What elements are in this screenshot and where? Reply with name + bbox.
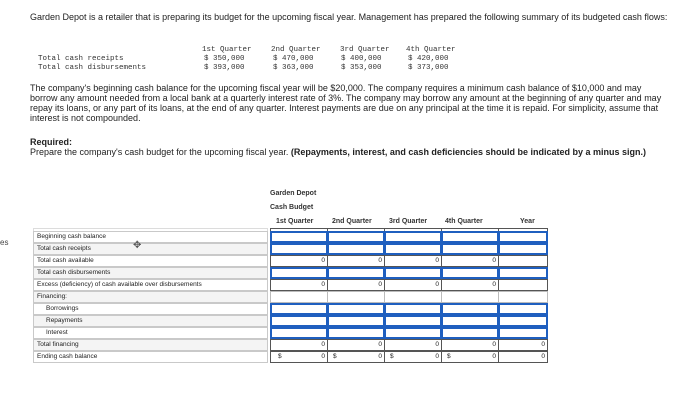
row-label-financing: Financing: bbox=[33, 291, 268, 303]
input-repay-q2[interactable] bbox=[327, 315, 385, 327]
input-disb-q3[interactable] bbox=[384, 267, 442, 279]
cash-budget-table bbox=[33, 190, 553, 395]
value-available-q3: 0 bbox=[384, 255, 442, 267]
value-available-q4: 0 bbox=[441, 255, 499, 267]
input-repay-q1[interactable] bbox=[270, 315, 328, 327]
summary-header-q2: 2nd Quarter bbox=[271, 46, 321, 54]
required-title: Required: bbox=[30, 137, 73, 147]
input-borrow-year[interactable] bbox=[498, 303, 548, 315]
problem-intro: Garden Depot is a retailer that is preparing its budget for the upcoming fiscal year. Management has prepared the following summary of its budgeted cash flows: bbox=[30, 12, 668, 22]
summary-disb-q1: $ 393,000 bbox=[204, 64, 245, 72]
col-header-q3: 3rd Quarter bbox=[389, 218, 428, 225]
summary-disb-q4: $ 373,000 bbox=[408, 64, 449, 72]
col-header-q4: 4th Quarter bbox=[445, 218, 483, 225]
input-receipts-year[interactable] bbox=[498, 243, 548, 255]
input-beginning-q2[interactable] bbox=[327, 231, 385, 243]
summary-receipts-q3: $ 400,000 bbox=[341, 55, 382, 63]
dollar-sign: $ bbox=[333, 353, 337, 360]
input-interest-year[interactable] bbox=[498, 327, 548, 339]
value-ending-q3: 0 bbox=[384, 351, 442, 363]
summary-receipts-q2: $ 470,000 bbox=[273, 55, 314, 63]
dollar-sign: $ bbox=[278, 353, 282, 360]
financing-cell bbox=[498, 291, 548, 303]
input-interest-q1[interactable] bbox=[270, 327, 328, 339]
input-beginning-q4[interactable] bbox=[441, 231, 499, 243]
input-beginning-q3[interactable] bbox=[384, 231, 442, 243]
value-excess-year bbox=[498, 279, 548, 291]
value-financing-year: 0 bbox=[498, 339, 548, 351]
summary-receipts-label: Total cash receipts bbox=[38, 55, 124, 63]
summary-header-q4: 4th Quarter bbox=[406, 46, 456, 54]
value-excess-q3: 0 bbox=[384, 279, 442, 291]
value-ending-q4: 0 bbox=[441, 351, 499, 363]
required-text: Prepare the company's cash budget for the upcoming fiscal year. bbox=[30, 147, 289, 157]
col-header-year: Year bbox=[520, 218, 535, 225]
value-excess-q2: 0 bbox=[327, 279, 385, 291]
row-label-interest: Interest bbox=[33, 327, 268, 339]
required-section bbox=[30, 137, 670, 157]
dollar-sign: $ bbox=[390, 353, 394, 360]
value-ending-q2: 0 bbox=[327, 351, 385, 363]
input-disb-q1[interactable] bbox=[270, 267, 328, 279]
input-disb-q4[interactable] bbox=[441, 267, 499, 279]
input-repay-q3[interactable] bbox=[384, 315, 442, 327]
input-borrow-q4[interactable] bbox=[441, 303, 499, 315]
input-borrow-q3[interactable] bbox=[384, 303, 442, 315]
financing-cell bbox=[327, 291, 385, 303]
financing-cell bbox=[384, 291, 442, 303]
value-excess-q1: 0 bbox=[270, 279, 328, 291]
value-financing-q3: 0 bbox=[384, 339, 442, 351]
input-beginning-q1[interactable] bbox=[270, 231, 328, 243]
row-label-total-financing: Total financing bbox=[33, 339, 268, 351]
summary-header-q1: 1st Quarter bbox=[202, 46, 252, 54]
input-disb-year[interactable] bbox=[498, 267, 548, 279]
row-label-total-receipts: Total cash receipts bbox=[33, 243, 268, 255]
row-label-borrowings: Borrowings bbox=[33, 303, 268, 315]
left-edge-fragment: es bbox=[0, 238, 9, 247]
input-borrow-q2[interactable] bbox=[327, 303, 385, 315]
summary-disb-q2: $ 363,000 bbox=[273, 64, 314, 72]
summary-receipts-q4: $ 420,000 bbox=[408, 55, 449, 63]
value-ending-q1: 0 bbox=[270, 351, 328, 363]
dollar-sign: $ bbox=[447, 353, 451, 360]
value-available-year bbox=[498, 255, 548, 267]
move-cursor-icon: ✥ bbox=[133, 240, 142, 251]
value-ending-year: 0 bbox=[498, 351, 548, 363]
value-available-q2: 0 bbox=[327, 255, 385, 267]
col-header-q1: 1st Quarter bbox=[276, 218, 314, 225]
row-label-ending-cash: Ending cash balance bbox=[33, 351, 268, 363]
financing-cell bbox=[270, 291, 328, 303]
required-note: (Repayments, interest, and cash deficiencies should be indicated by a minus sign.) bbox=[290, 147, 646, 157]
input-borrow-q1[interactable] bbox=[270, 303, 328, 315]
input-disb-q2[interactable] bbox=[327, 267, 385, 279]
input-receipts-q1[interactable] bbox=[270, 243, 328, 255]
input-interest-q4[interactable] bbox=[441, 327, 499, 339]
summary-disbursements-label: Total cash disbursements bbox=[38, 64, 147, 72]
row-label-excess: Excess (deficiency) of cash available over disbursements bbox=[33, 279, 268, 291]
summary-disb-q3: $ 353,000 bbox=[341, 64, 382, 72]
problem-paragraph: The company's beginning cash balance for the upcoming fiscal year will be $20,000. The company requires a minimum cash balance of $10,000 and may borrow any amount needed from a local bank at a quarterly interest rate of 3%. The company may borrow any amount at the beginning of any quarter and may repay its loans, or any part of its loans, at the end of any quarter. Interest payments are due on any principal at the time it is repaid. For simplicity, assume that interest is not compounded. bbox=[30, 83, 662, 123]
input-repay-year[interactable] bbox=[498, 315, 548, 327]
col-header-q2: 2nd Quarter bbox=[332, 218, 372, 225]
summary-receipts-q1: $ 350,000 bbox=[204, 55, 245, 63]
input-receipts-q3[interactable] bbox=[384, 243, 442, 255]
value-available-q1: 0 bbox=[270, 255, 328, 267]
summary-header-q3: 3rd Quarter bbox=[340, 46, 390, 54]
input-receipts-q4[interactable] bbox=[441, 243, 499, 255]
input-interest-q3[interactable] bbox=[384, 327, 442, 339]
input-interest-q2[interactable] bbox=[327, 327, 385, 339]
input-repay-q4[interactable] bbox=[441, 315, 499, 327]
row-label-total-disbursements: Total cash disbursements bbox=[33, 267, 268, 279]
input-beginning-year[interactable] bbox=[498, 231, 548, 243]
budget-title: Cash Budget bbox=[270, 204, 314, 211]
row-label-repayments: Repayments bbox=[33, 315, 268, 327]
value-excess-q4: 0 bbox=[441, 279, 499, 291]
budget-company: Garden Depot bbox=[270, 190, 317, 197]
value-financing-q2: 0 bbox=[327, 339, 385, 351]
row-label-total-available: Total cash available bbox=[33, 255, 268, 267]
row-label-beginning-cash: Beginning cash balance bbox=[33, 231, 268, 243]
input-receipts-q2[interactable] bbox=[327, 243, 385, 255]
financing-cell bbox=[441, 291, 499, 303]
value-financing-q1: 0 bbox=[270, 339, 328, 351]
value-financing-q4: 0 bbox=[441, 339, 499, 351]
